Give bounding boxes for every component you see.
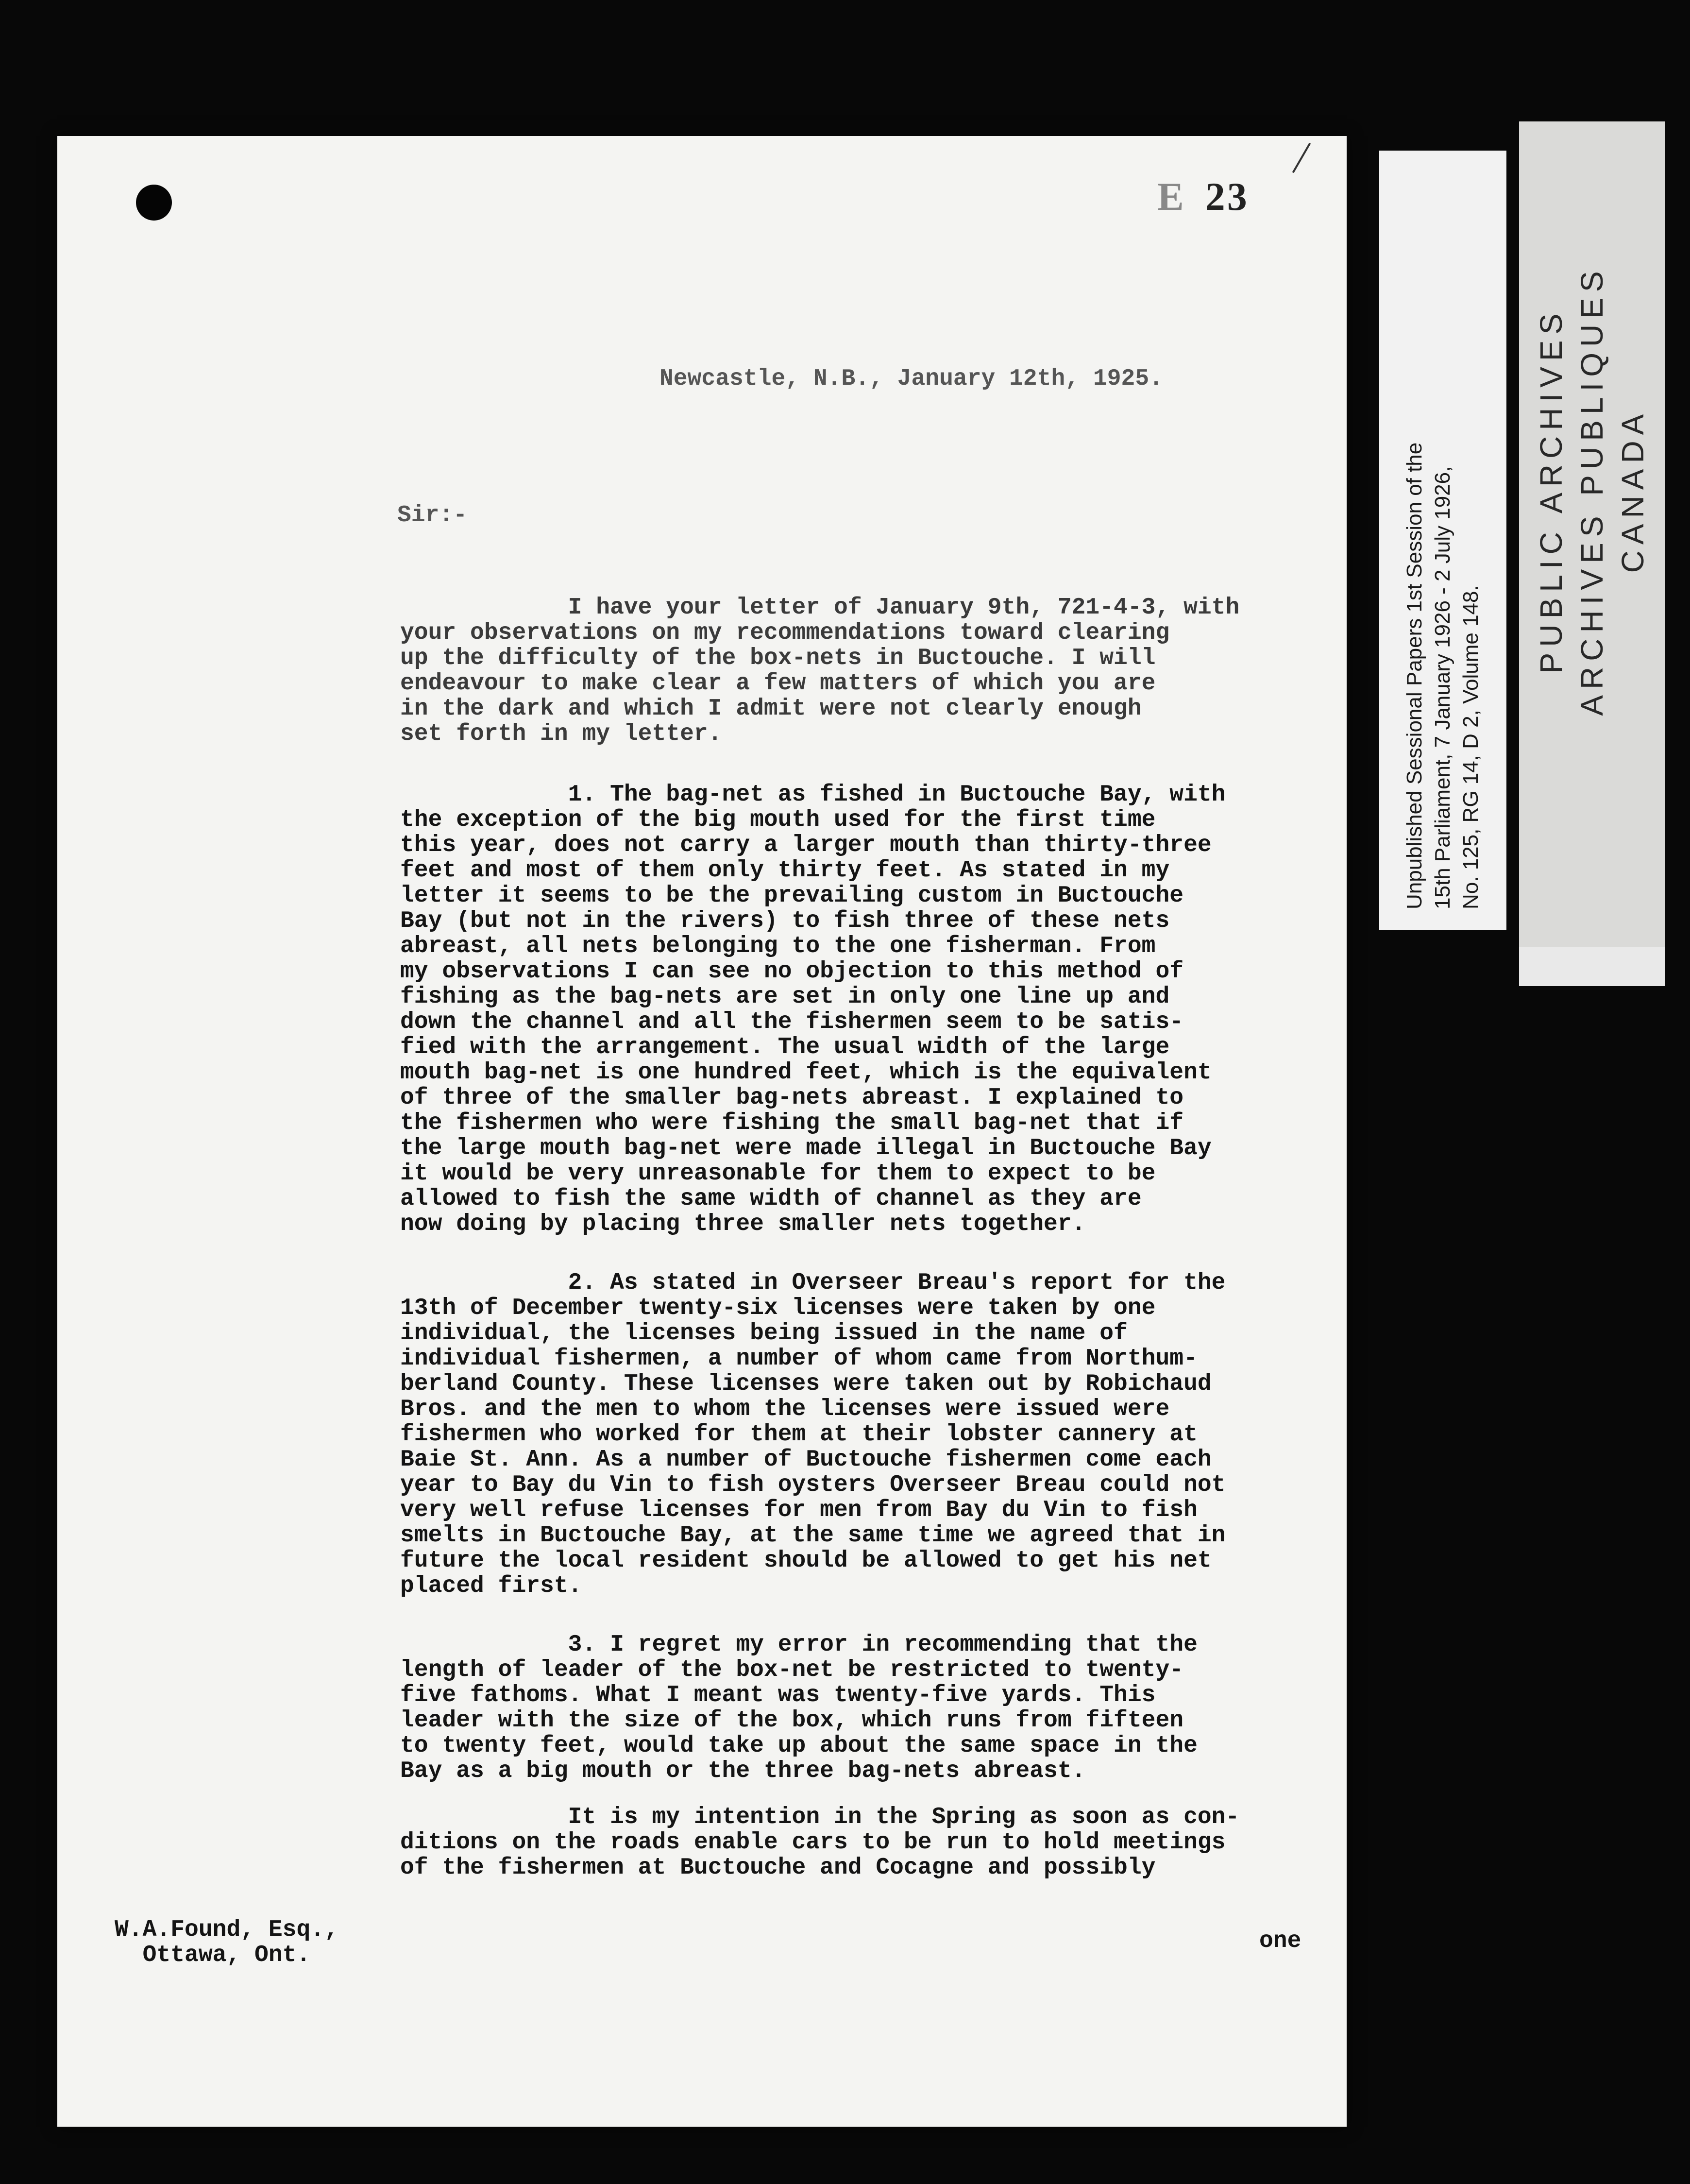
paragraph-1-bag-net: 1. The bag-net as fished in Buctouche Bay, with the exception of the big mouth used for the first time this year, does not carry a larger mouth than thirty-three feet and most of them only thirty feet. As stated in my letter it seems to be the prevailing custom in Buctouche Bay (but not in the rivers) to fish three of these nets abreast, all nets belonging to the one fisherman. From my observations I can see no objection to this method of fishing as the bag-nets are set in only one line up and down the channel and all the fishermen seem to be satis- fied with the arrangement. The usual width of the large mouth bag-net is one hundred feet, which is the equivalent of three of the smaller bag-nets abreast. I explained to the fishermen who were fishing the small bag-net that if the large mouth bag-net were made illegal in Buctouche Bay it would be very unreasonable for them to expect to be allowed to fish the same width of channel as they are now doing by placing three smaller nets together.: [400, 782, 1226, 1237]
paragraph-2-licenses: 2. As stated in Overseer Breau's report for the 13th of December twenty-six licenses were taken by one individual, the licenses being issued in the name of individual fishermen, a number of whom came from Northum- berland County. These licenses were taken out by Robichaud Bros. and the men to whom the licenses were issued were fishermen who worked for them at their lobster cannery at Baie St. Ann. As a number of Buctouche fishermen come each year to Bay du Vin to fish oysters Overseer Breau could not very well refuse licenses for men from Bay du Vin to fish smelts in Buctouche Bay, at the same time we agreed that in future the local resident should be allowed to get his net placed first.: [400, 1270, 1226, 1599]
stamp-line-2: ARCHIVES PUBLIQUES: [1574, 265, 1609, 716]
stamp-line-3: CANADA: [1615, 408, 1650, 573]
stamp-base: [1519, 947, 1665, 986]
archive-stamp: [1519, 121, 1665, 986]
page-number-value: 23: [1205, 174, 1249, 219]
page-number-prefix: E: [1157, 174, 1186, 219]
archive-label-card: [1379, 151, 1506, 930]
archive-label-text: Unpublished Sessional Papers 1st Session of the 15th Parliament, 7 January 1926 - 2 July 1926, No. 125, RG 14, D 2, Volume 148.: [1403, 442, 1483, 909]
salutation: Sir:-: [397, 502, 468, 529]
archive-strip: [1373, 141, 1667, 993]
addressee: W.A.Found, Esq., Ottawa, Ont.: [115, 1917, 338, 1968]
punch-hole: [136, 185, 172, 221]
archive-stamp-text: [1531, 175, 1653, 806]
stamp-line-1: PUBLIC ARCHIVES: [1534, 307, 1569, 674]
letter-page: [57, 136, 1347, 2127]
catchword: one: [1259, 1928, 1301, 1954]
paragraph-3-leader: 3. I regret my error in recommending that the length of leader of the box-net be restricted to twenty- five fathoms. What I meant was twenty-five yards. This leader with the size of the box, which runs from fifteen to twenty feet, would take up about the same space in the Bay as a big mouth or the three bag-nets abreast.: [400, 1632, 1198, 1784]
paragraph-closing: It is my intention in the Spring as soon as con- ditions on the roads enable cars to be run to hold meetings of the fishermen at Buctouche and Cocagne and possibly: [400, 1804, 1240, 1881]
page-number: [1157, 174, 1249, 220]
pencil-mark: [1292, 143, 1311, 173]
paragraph-opening: I have your letter of January 9th, 721-4-3, with your observations on my recommendations toward clearing up the difficulty of the box-nets in Buctouche. I will endeavour to make clear a few matters of which you are in the dark and which I admit were not clearly enough set forth in my letter.: [400, 595, 1240, 747]
dateline: Newcastle, N.B., January 12th, 1925.: [659, 366, 1163, 392]
